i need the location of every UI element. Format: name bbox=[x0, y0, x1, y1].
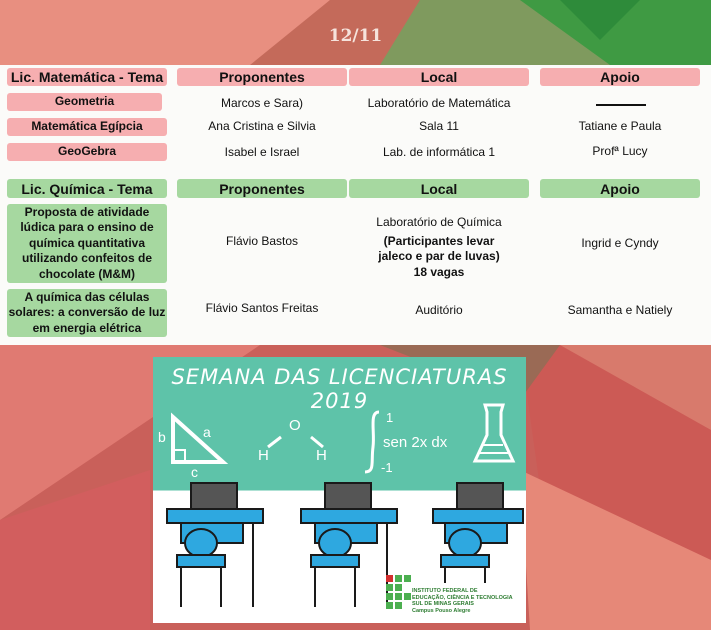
qui-row2-proponentes: Flávio Santos Freitas bbox=[205, 301, 319, 316]
mat-row1-tema: Geometria bbox=[7, 93, 162, 111]
qui-row2-tema: A química das células solares: a conversão de luz em energia elétrica bbox=[7, 289, 167, 337]
mat-row2-tema: Matemática Egípcia bbox=[7, 118, 167, 136]
bond-left bbox=[268, 437, 281, 447]
molecule-o-label: O bbox=[289, 417, 301, 434]
molecule-h1-label: H bbox=[258, 447, 269, 464]
poster-title: SEMANA DAS LICENCIATURAS 2019 bbox=[171, 365, 508, 413]
logo-line1: INSTITUTO FEDERAL DE bbox=[412, 588, 478, 594]
date-label: 12/11 bbox=[328, 26, 383, 46]
mat-row3-apoio: Profª Lucy bbox=[592, 144, 648, 159]
mat-row2-apoio: Tatiane e Paula bbox=[578, 119, 662, 134]
mat-row2-proponentes: Ana Cristina e Silvia bbox=[208, 119, 316, 134]
molecule-h2-label: H bbox=[316, 447, 327, 464]
bond-right bbox=[311, 437, 323, 447]
integral-upper-label: 1 bbox=[386, 410, 394, 425]
mat-header-local: Local bbox=[349, 68, 529, 86]
logo-line2: EDUCAÇÃO, CIÊNCIA E TECNOLOGIA bbox=[412, 594, 513, 601]
schedule-panel bbox=[0, 65, 711, 345]
qui-header-tema: Lic. Química - Tema bbox=[7, 179, 167, 198]
mat-row3-tema: GeoGebra bbox=[7, 143, 167, 161]
institute-logo-text bbox=[412, 588, 513, 614]
qui-header-local: Local bbox=[349, 179, 529, 198]
logo-line4: Campus Pouso Alegre bbox=[412, 607, 471, 614]
mat-row1-apoio-dash bbox=[596, 104, 646, 106]
integral-icon bbox=[365, 412, 379, 472]
qui-header-proponentes: Proponentes bbox=[177, 179, 347, 198]
triangle-icon bbox=[173, 417, 223, 462]
integral-lower-label: -1 bbox=[381, 460, 393, 475]
mat-header-apoio: Apoio bbox=[540, 68, 700, 86]
qui-row1-local bbox=[349, 215, 529, 280]
poster-illustration bbox=[153, 357, 526, 623]
qui-row1-apoio: Ingrid e Cyndy bbox=[581, 236, 659, 251]
triangle-a-label: a bbox=[203, 424, 211, 440]
mat-row2-local: Sala 11 bbox=[419, 119, 459, 134]
event-poster bbox=[153, 357, 526, 623]
mat-header-tema: Lic. Matemática - Tema bbox=[7, 68, 167, 86]
mat-row3-local: Lab. de informática 1 bbox=[382, 145, 496, 160]
triangle-c-label: c bbox=[191, 464, 198, 480]
triangle-b-label: b bbox=[158, 429, 166, 445]
qui-row1-local-vagas: 18 vagas bbox=[413, 264, 465, 279]
qui-row1-local-place: Laboratório de Química bbox=[376, 215, 502, 229]
integral-expression: sen 2x dx bbox=[383, 434, 448, 451]
qui-row2-apoio: Samantha e Natiely bbox=[567, 303, 673, 318]
qui-row1-local-note: (Participantes levar jaleco e par de luvas) bbox=[378, 233, 500, 264]
qui-row1-proponentes: Flávio Bastos bbox=[225, 234, 299, 249]
qui-header-apoio: Apoio bbox=[540, 179, 700, 198]
qui-row1-tema: Proposta de atividade lúdica para o ensino de química quantitativa utilizando confeitos de chocolate (M&M) bbox=[7, 204, 167, 283]
qui-row2-local: Auditório bbox=[415, 303, 463, 318]
logo-line3: SUL DE MINAS GERAIS bbox=[412, 601, 474, 608]
mat-row1-proponentes: Marcos e Sara) bbox=[220, 96, 304, 111]
mat-header-proponentes: Proponentes bbox=[177, 68, 347, 86]
mat-row1-local: Laboratório de Matemática bbox=[367, 96, 511, 111]
mat-row3-proponentes: Isabel e Israel bbox=[224, 145, 300, 160]
